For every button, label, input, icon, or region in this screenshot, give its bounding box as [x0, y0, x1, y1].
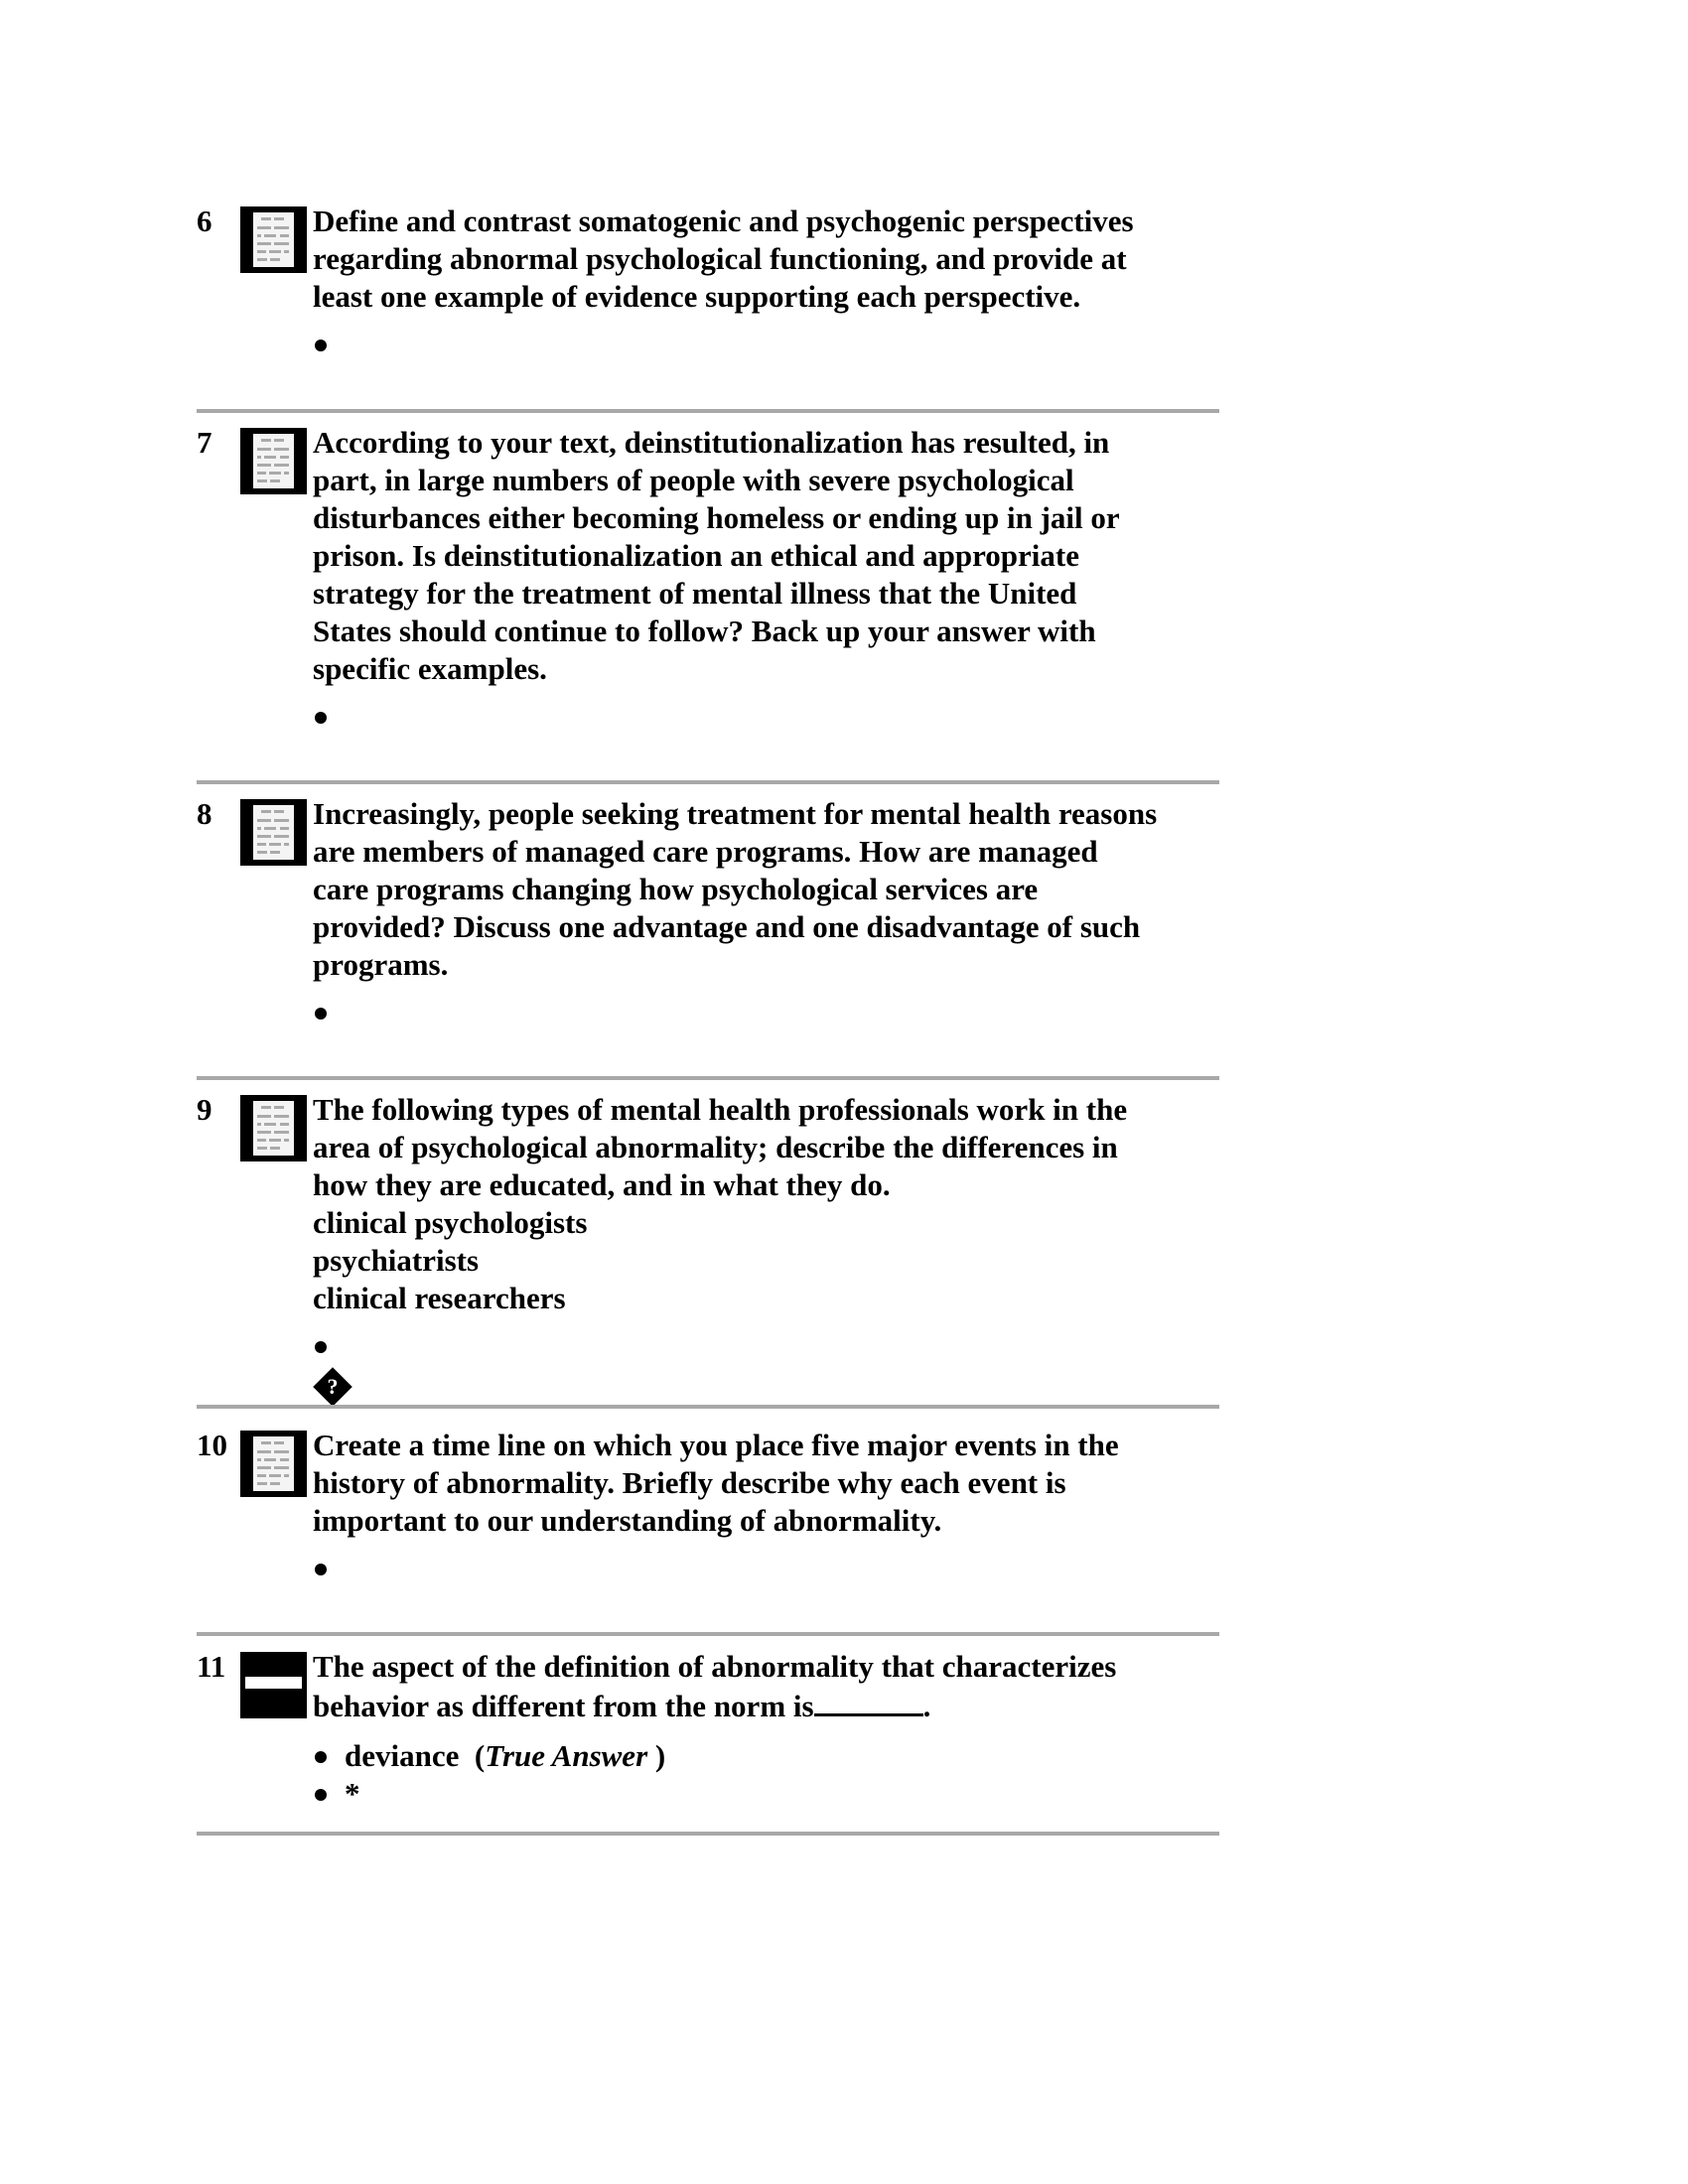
- divider: [197, 1632, 1219, 1636]
- question-line: are members of managed care programs. How are managed: [313, 834, 1098, 869]
- answer-text: *: [345, 1776, 360, 1811]
- question-text: [313, 795, 1219, 984]
- question-line: Increasingly, people seeking treatment for mental health reasons: [313, 796, 1158, 831]
- divider: [197, 409, 1219, 413]
- answer-text: deviance: [345, 1738, 460, 1773]
- question-11: [197, 1648, 1219, 1813]
- question-line: least one example of evidence supporting each perspective.: [313, 279, 1081, 314]
- question-line: regarding abnormal psychological functioning, and provide at: [313, 241, 1127, 276]
- question-line: provided? Discuss one advantage and one disadvantage of such: [313, 909, 1141, 944]
- question-text: [313, 1091, 1219, 1317]
- answer-bullet: [313, 698, 1219, 736]
- question-line: disturbances either becoming homeless or ending up in jail or: [313, 500, 1120, 535]
- answer-bullet: [313, 326, 1219, 363]
- question-number: 8: [197, 796, 212, 831]
- divider: [197, 780, 1219, 784]
- question-text: [313, 203, 1219, 316]
- essay-document-icon: [240, 1095, 307, 1161]
- question-9: [197, 1091, 1219, 1397]
- question-line: According to your text, deinstitutionalization has resulted, in: [313, 425, 1110, 460]
- answer-option: [313, 1775, 1219, 1813]
- question-8: [197, 795, 1219, 1031]
- question-line: Create a time line on which you place five major events in the: [313, 1428, 1119, 1462]
- question-number: 9: [197, 1092, 212, 1127]
- question-number: 6: [197, 204, 212, 238]
- divider: [197, 1832, 1219, 1836]
- question-line: behavior as different from the norm is: [313, 1689, 814, 1723]
- question-line: programs.: [313, 947, 449, 982]
- question-line: area of psychological abnormality; describe the differences in: [313, 1130, 1118, 1164]
- answer-note-close: ): [647, 1738, 666, 1773]
- question-10: [197, 1427, 1219, 1587]
- question-line: important to our understanding of abnormality.: [313, 1503, 942, 1538]
- question-7: [197, 424, 1219, 736]
- essay-document-icon: [240, 428, 307, 494]
- question-line: care programs changing how psychological services are: [313, 872, 1039, 906]
- question-number: 11: [197, 1649, 226, 1684]
- question-number: 7: [197, 425, 212, 460]
- essay-document-icon: [240, 799, 307, 866]
- answer-option: [313, 1737, 1219, 1775]
- answer-note-open: (: [474, 1738, 486, 1773]
- answer-blank: [814, 1686, 923, 1716]
- answer-bullet: [313, 994, 1219, 1031]
- question-line: psychiatrists: [313, 1243, 480, 1278]
- question-number: 10: [197, 1428, 227, 1462]
- question-line: The following types of mental health professionals work in the: [313, 1092, 1128, 1127]
- answer-bullet: [313, 1327, 1219, 1365]
- question-line: strategy for the treatment of mental illness that the United: [313, 576, 1077, 611]
- question-text: [313, 1648, 1219, 1725]
- question-line: specific examples.: [313, 651, 547, 686]
- question-line: prison. Is deinstitutionalization an ethical and appropriate: [313, 538, 1079, 573]
- question-line: The aspect of the definition of abnormality that characterizes: [313, 1649, 1117, 1684]
- question-line: States should continue to follow? Back up your answer with: [313, 614, 1096, 648]
- question-text: [313, 1427, 1219, 1540]
- true-answer-label: True Answer: [485, 1738, 648, 1773]
- question-line: clinical psychologists: [313, 1205, 588, 1240]
- question-text: [313, 424, 1219, 688]
- fill-in-blank-icon: [240, 1652, 307, 1718]
- question-line: part, in large numbers of people with severe psychological: [313, 463, 1074, 497]
- divider: [197, 1076, 1219, 1080]
- question-line-end: .: [922, 1689, 931, 1723]
- question-line: history of abnormality. Briefly describe why each event is: [313, 1465, 1066, 1500]
- answer-bullet: [313, 1550, 1219, 1587]
- question-line: how they are educated, and in what they do.: [313, 1167, 891, 1202]
- divider: [197, 1405, 1219, 1409]
- unknown-glyph-icon: [313, 1369, 1219, 1397]
- question-line: clinical researchers: [313, 1281, 566, 1315]
- unknown-glyph-text: ?: [327, 1374, 339, 1399]
- essay-document-icon: [240, 1431, 307, 1497]
- essay-document-icon: [240, 206, 307, 273]
- question-6: [197, 203, 1219, 363]
- question-line: Define and contrast somatogenic and psychogenic perspectives: [313, 204, 1134, 238]
